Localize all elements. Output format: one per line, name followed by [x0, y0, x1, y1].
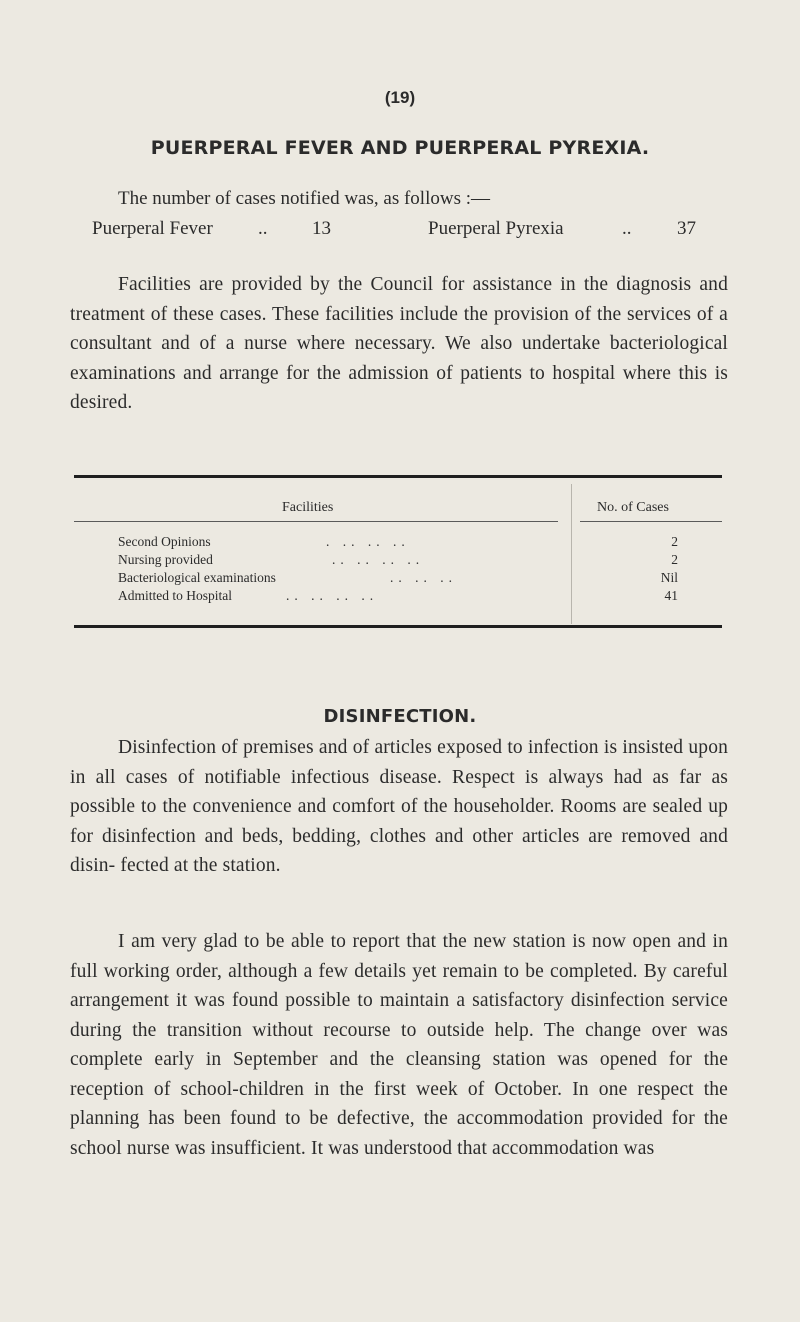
disinfection-paragraph-2: I am very glad to be able to report that the new station is now open and in full working order, although a few details yet remain to be completed. By careful arrangement it was found possible to maintain a satisfactory disinfection service during the transition without recourse to outside help. The change over was complete early in September and the cleansing station was opened for the reception of school-children in the first week of October. In one respect the planning has been found to be defective, the accommodation provided for the school nurse was insufficient. It was understood that accommodation was	[70, 931, 728, 1159]
section-heading-disinfection: DISINFECTION.	[323, 706, 477, 727]
row-value: 2	[671, 534, 678, 549]
cases-intro: The number of cases notified was, as follows :—	[118, 188, 490, 209]
row-value: 2	[671, 552, 678, 567]
facilities-paragraph: Facilities are provided by the Council for assistance in the diagnosis and treatment of these cases. These facilities include the provision of the services of a consultant and of a nurse where necessary. We also undertake bacteriological examinations and arrange for the admission of patients to hospital where this is desired.	[70, 274, 728, 413]
pyrexia-label: Puerperal Pyrexia	[428, 218, 564, 239]
table-top-rule	[74, 475, 722, 478]
row-dots: . .. .. ..	[326, 534, 410, 549]
row-dots: .. .. .. ..	[332, 552, 425, 567]
disinfection-paragraph-1: Disinfection of premises and of articles exposed to infection is insisted upon in all cases of notifiable infectious disease. Respect is always had as far as possible to the convenience and comfort of the householder. Rooms are sealed up for disinfection and beds, bedding, clothes and other articles are removed and disin- fected at the station.	[70, 737, 728, 876]
fever-count: 13	[312, 218, 331, 239]
table-row	[118, 552, 678, 570]
row-dots: .. .. ..	[390, 570, 457, 585]
pyrexia-count: 37	[677, 218, 696, 239]
cases-row	[92, 218, 712, 244]
table-row	[118, 534, 678, 552]
row-label: Nursing provided	[118, 552, 213, 567]
table-bottom-rule	[74, 625, 722, 628]
table-header-facilities: Facilities	[282, 500, 334, 515]
row-value: Nil	[660, 570, 678, 585]
fever-label: Puerperal Fever	[92, 218, 213, 239]
table-row	[118, 570, 678, 588]
row-value: 41	[664, 588, 678, 603]
section-heading-puerperal: PUERPERAL FEVER AND PUERPERAL PYREXIA.	[150, 137, 650, 159]
table-header-rule-right	[580, 521, 722, 522]
page-number: (19)	[384, 88, 416, 107]
fever-dots: ..	[258, 218, 268, 239]
pyrexia-dots: ..	[622, 218, 632, 239]
table-header-cases: No. of Cases	[597, 500, 669, 515]
row-label: Admitted to Hospital	[118, 588, 232, 603]
row-dots: .. .. .. ..	[286, 588, 379, 603]
row-label: Bacteriological examinations	[118, 570, 276, 585]
row-label: Second Opinions	[118, 534, 211, 549]
table-header-rule-left	[74, 521, 558, 522]
table-row	[118, 588, 678, 606]
